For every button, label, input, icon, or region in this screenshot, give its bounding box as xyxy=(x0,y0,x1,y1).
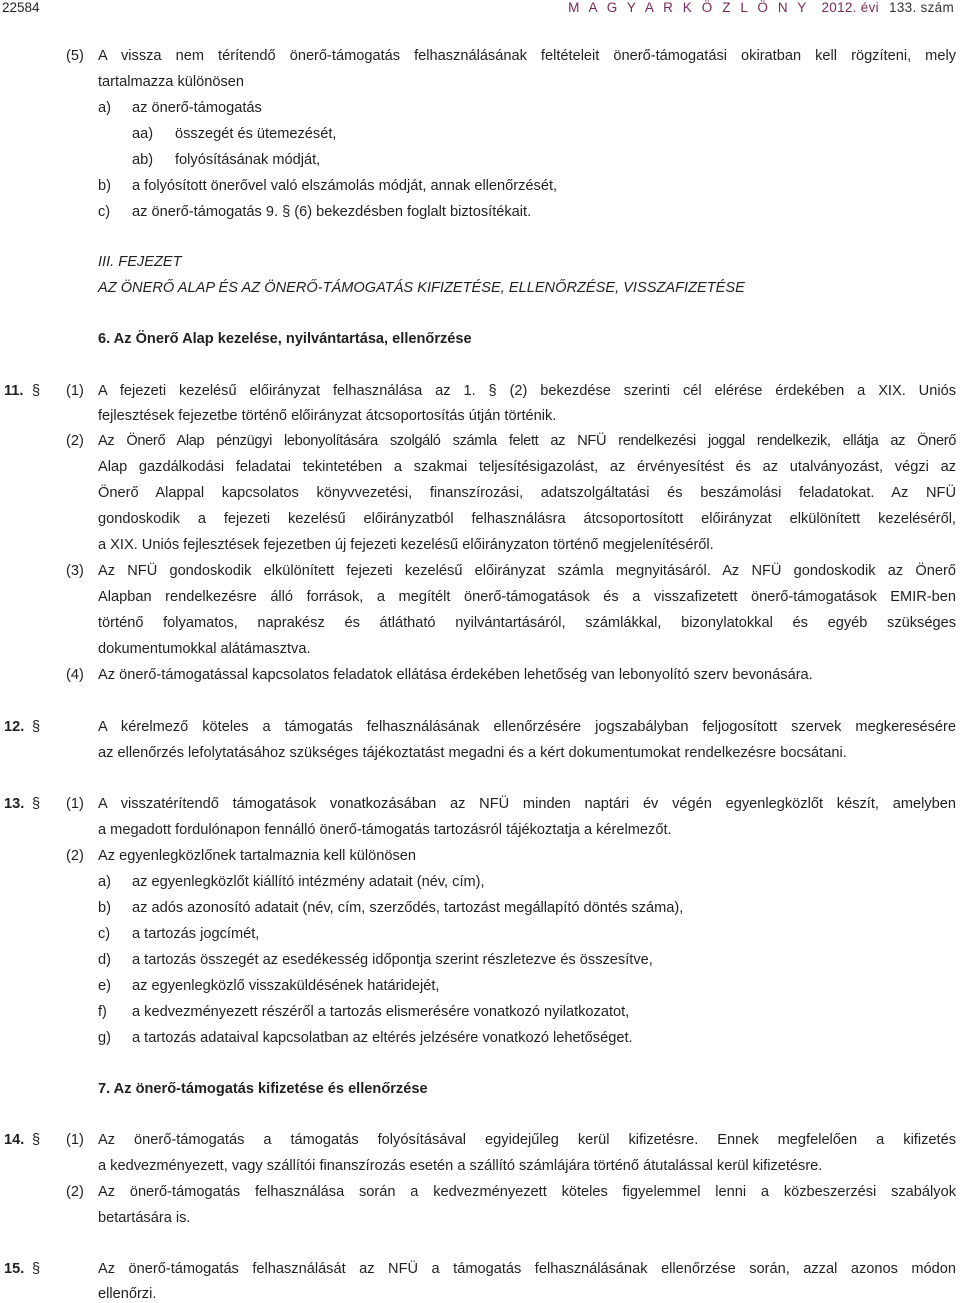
page-number: 22584 xyxy=(2,0,40,15)
item-label: b) xyxy=(98,178,111,194)
para-line: A kérelmező köteles a támogatás felhasználásának ellenőrzésére jogszabályban feljogosított szervek megkeresésére xyxy=(98,719,956,735)
item-text: a tartozás összegét az esedékesség időpontja szerint részletezve és összesítve, xyxy=(132,952,653,968)
section-number: 15. xyxy=(4,1261,25,1277)
item-text: folyósításának módját, xyxy=(175,152,321,168)
item-text: az önerő-támogatás 9. § (6) bekezdésben foglalt biztosítékait. xyxy=(132,204,532,220)
para-label: (4) xyxy=(66,667,84,683)
para-line: Az önerő-támogatás felhasználása során a kedvezményezett köteles figyelemmel lenni a közbeszerzési szabályok xyxy=(98,1184,956,1200)
para-label: (1) xyxy=(66,383,84,399)
section-sign: § xyxy=(32,719,41,735)
para-line: Önerő Alappal kapcsolatos könyvvezetési, finanszírozási, adatszolgáltatási és beszámolási feladatokat. Az NFÜ xyxy=(98,485,956,501)
item-label: a) xyxy=(98,874,111,890)
item-text: a kedvezményezett részéről a tartozás elismerésére vonatkozó nyilatkozatot, xyxy=(132,1004,630,1020)
section-number: 12. xyxy=(4,719,25,735)
section-sign: § xyxy=(32,383,41,399)
journal-year: 2012. évi xyxy=(821,0,879,15)
para-line: Az Önerő Alap pénzügyi lebonyolítására szolgáló számla felett az NFÜ rendelkezési joggal rendelkezik, ellátja az Önerő xyxy=(98,433,956,449)
item-label: c) xyxy=(98,204,111,220)
para-line: Az önerő-támogatás felhasználását az NFÜ a támogatás felhasználásának ellenőrzése során, azzal azonos módon xyxy=(98,1261,956,1277)
para-line: A visszatérítendő támogatások vonatkozásában az NFÜ minden naptári év végén egyenlegközlőt készít, amelyben xyxy=(98,796,956,812)
para-line: az ellenőrzés lefolytatásához szükséges tájékoztatást megadni és a kért dokumentumokat rendelkezésre bocsátani. xyxy=(98,745,847,761)
item-label: d) xyxy=(98,952,111,968)
para-line: Az önerő-támogatás a támogatás folyósításával egyidejűleg kerül kifizetésre. Ennek megfelelően a kifizetés xyxy=(98,1132,956,1148)
journal-issue: 133. szám xyxy=(889,0,954,15)
para-line: Az önerő-támogatással kapcsolatos feladatok ellátása érdekében lehetőség van lebonyolító szerv bevonására. xyxy=(98,667,813,683)
item-label: b) xyxy=(98,900,111,916)
para-line: történő folyamatos, naprakész és átlátható nyilvántartásáról, számlákkal, bizonylatokkal és egyéb szükséges xyxy=(98,615,956,631)
section-sign: § xyxy=(32,1261,41,1277)
item-text: az egyenlegközlőt kiállító intézmény adatait (név, cím), xyxy=(132,874,485,890)
journal-title: M A G Y A R K Ö Z L Ö N Y xyxy=(568,0,810,15)
chapter-title: AZ ÖNERŐ ALAP ÉS AZ ÖNERŐ-TÁMOGATÁS KIFIZETÉSE, ELLENŐRZÉSE, VISSZAFIZETÉSE xyxy=(98,280,745,296)
item-text: az egyenlegközlő visszaküldésének határidejét, xyxy=(132,978,440,994)
item-text: az adós azonosító adatait (név, cím, szerződés, tartozást megállapító döntés száma), xyxy=(132,900,684,916)
item-label: a) xyxy=(98,100,111,116)
item-label: f) xyxy=(98,1004,107,1020)
section-number: 13. xyxy=(4,796,25,812)
para-line: ellenőrzi. xyxy=(98,1286,157,1302)
item-text: a tartozás adataival kapcsolatban az eltérés jelzésére vonatkozó lehetőséget. xyxy=(132,1030,633,1046)
para-line: fejlesztések fejezetbe történő előirányzat átcsoportosítás útján történik. xyxy=(98,408,557,424)
item-text: összegét és ütemezését, xyxy=(175,126,337,142)
section-sign: § xyxy=(32,796,41,812)
para-line: a XIX. Uniós fejlesztések fejezetben új fejezeti kezelésű előirányzaton történő megjelenítéséről. xyxy=(98,537,714,553)
para-label: (3) xyxy=(66,563,84,579)
item-label: c) xyxy=(98,926,111,942)
para-label: (1) xyxy=(66,1132,84,1148)
para-label: (5) xyxy=(66,48,84,64)
item-text: az önerő-támogatás xyxy=(132,100,262,116)
para-line: a kedvezményezett, vagy szállítói finanszírozás esetén a szállító számlájára történő átutalással kerül kifizetésre. xyxy=(98,1158,823,1174)
item-label: e) xyxy=(98,978,111,994)
para-line: tartalmazza különösen xyxy=(98,74,245,90)
para-label: (1) xyxy=(66,796,84,812)
para-line: Alapban rendelkezésre álló források, a megítélt önerő-támogatások és a visszafizetett önerő-támogatások EMIR-ben xyxy=(98,589,956,605)
item-label: ab) xyxy=(132,152,154,168)
para-label: (2) xyxy=(66,1184,84,1200)
section-subtitle: 6. Az Önerő Alap kezelése, nyilvántartása, ellenőrzése xyxy=(98,331,472,347)
journal-info xyxy=(568,0,954,15)
para-label: (2) xyxy=(66,433,84,449)
item-text: a folyósított önerővel való elszámolás módját, annak ellenőrzését, xyxy=(132,178,558,194)
para-line: A fejezeti kezelésű előirányzat felhasználása az 1. § (2) bekezdése szerinti cél elérése érdekében a XIX. Uniós xyxy=(98,383,956,399)
para-line: Alap gazdálkodási feladatai tekintetében a szakmai teljesítésigazolást, az érvényesítést és az utalványozást, végzi az xyxy=(98,459,956,475)
page-header xyxy=(0,0,960,22)
para-line: gondoskodik a fejezeti kezelésű előirányzatból felhasználásra átcsoportosított előirányzat elkülönített kezeléséről, xyxy=(98,511,956,527)
para-label: (2) xyxy=(66,848,84,864)
para-line: Az egyenlegközlőnek tartalmaznia kell különösen xyxy=(98,848,417,864)
item-label: g) xyxy=(98,1030,111,1046)
para-line: betartására is. xyxy=(98,1210,191,1226)
section-subtitle: 7. Az önerő-támogatás kifizetése és ellenőrzése xyxy=(98,1081,428,1097)
para-line: A vissza nem térítendő önerő-támogatás felhasználásának feltételeit önerő-támogatási okiratban kell rögzíteni, mely xyxy=(98,48,956,64)
chapter-number: III. FEJEZET xyxy=(98,254,182,270)
item-label: aa) xyxy=(132,126,154,142)
para-line: a megadott fordulónapon fennálló önerő-támogatás tartozásról tájékoztatja a kérelmezőt. xyxy=(98,822,672,838)
item-text: a tartozás jogcímét, xyxy=(132,926,260,942)
section-number: 11. xyxy=(4,383,24,399)
para-line: Az NFÜ gondoskodik elkülönített fejezeti kezelésű előirányzat számla megnyitásáról. Az NFÜ gondoskodik az Önerő xyxy=(98,563,956,579)
section-number: 14. xyxy=(4,1132,25,1148)
section-sign: § xyxy=(32,1132,41,1148)
para-line: dokumentumokkal alátámasztva. xyxy=(98,641,311,657)
